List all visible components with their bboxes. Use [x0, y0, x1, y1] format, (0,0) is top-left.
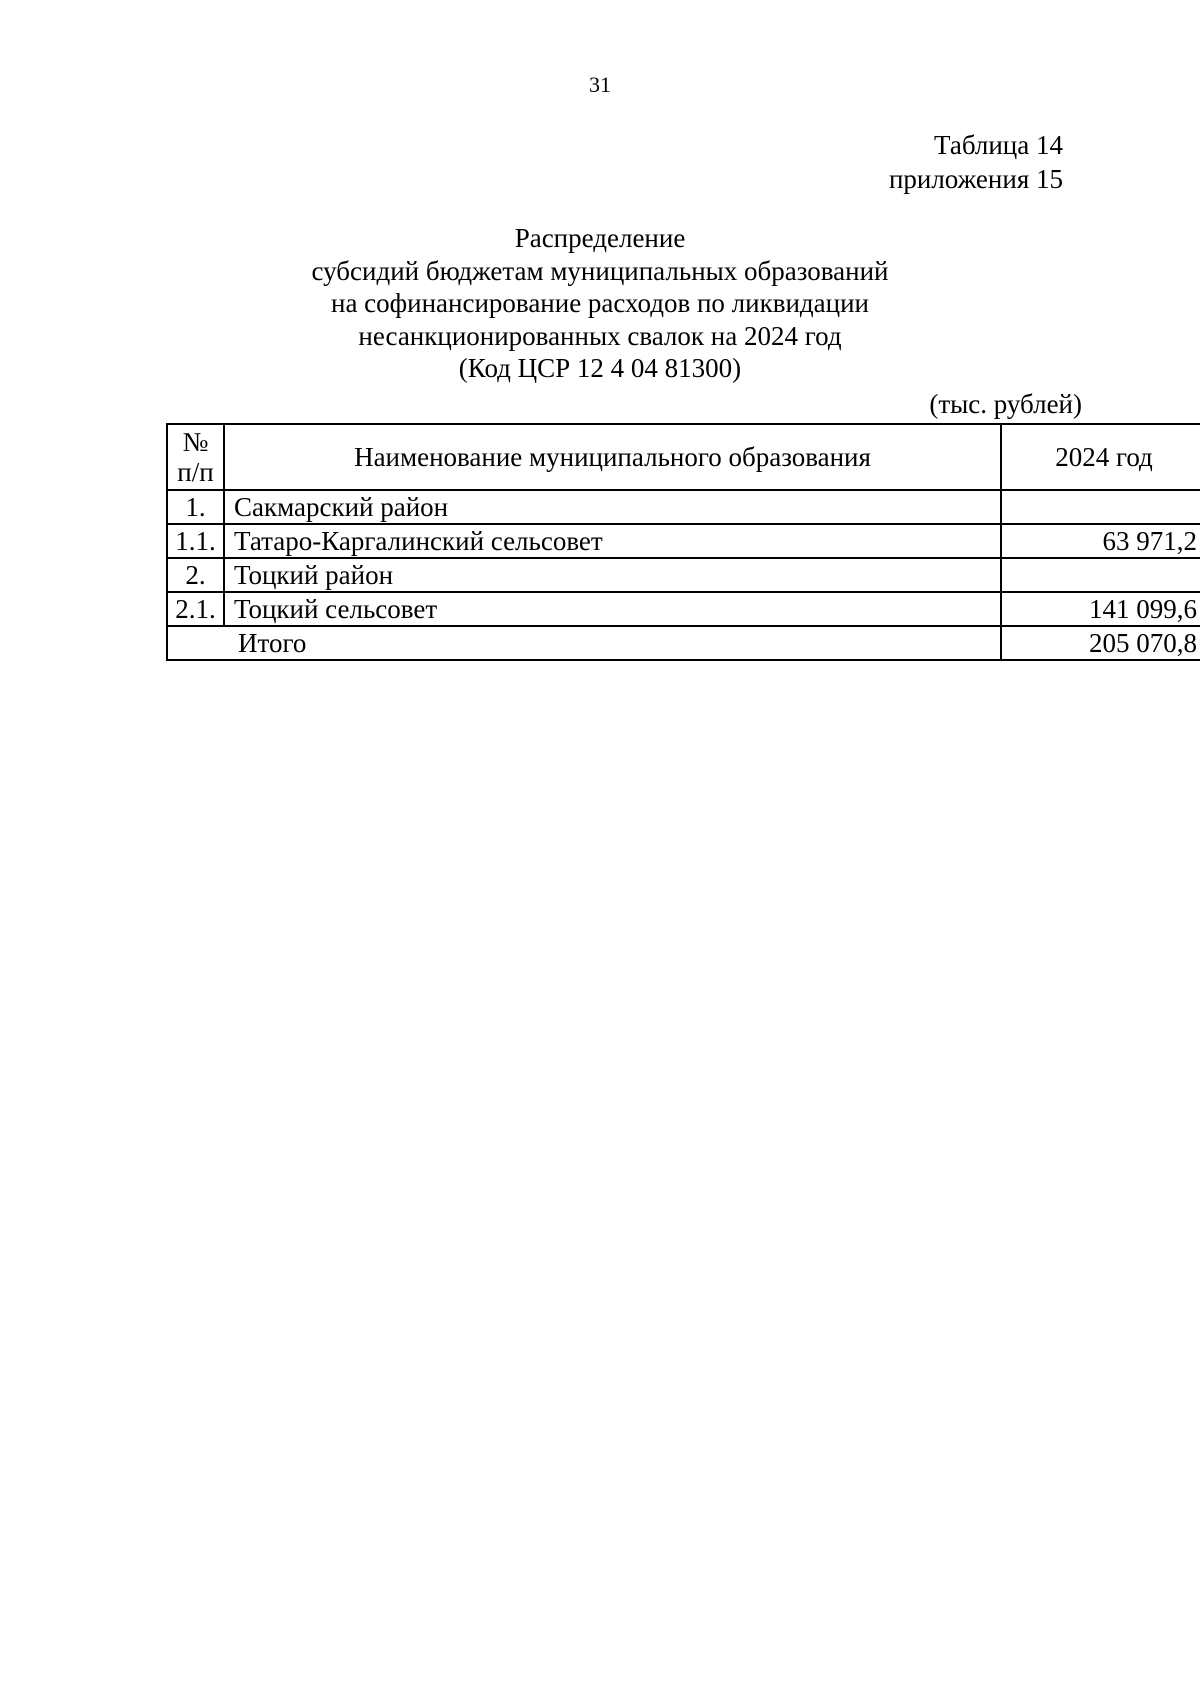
annex-appendix-label: приложения 15: [888, 164, 1063, 194]
total-label: Итого: [167, 626, 1001, 660]
table-row: [167, 592, 1200, 626]
row-number: 2.1.: [167, 592, 224, 626]
heading-line-3: на софинансирование расходов по ликвидации: [331, 288, 869, 318]
annex-table-label: Таблица 14: [934, 130, 1063, 160]
row-value: [1001, 490, 1200, 524]
row-name: Татаро-Каргалинский сельсовет: [224, 524, 1001, 558]
row-number: 1.: [167, 490, 224, 524]
table-total-row: [167, 626, 1200, 660]
header-year: 2024 год: [1001, 424, 1200, 490]
row-value: 63 971,2: [1001, 524, 1200, 558]
row-name: Сакмарский район: [224, 490, 1001, 524]
header-number-abbr: п/п: [177, 457, 214, 487]
row-value: [1001, 558, 1200, 592]
annex-reference: [889, 128, 1063, 196]
table-row: [167, 490, 1200, 524]
document-heading: [0, 222, 1200, 385]
subsidy-table: [166, 423, 1200, 661]
total-value: 205 070,8: [1001, 626, 1200, 660]
table-row: [167, 524, 1200, 558]
header-number: [167, 424, 224, 490]
page-number: 31: [589, 72, 611, 97]
row-number: 2.: [167, 558, 224, 592]
table-header-row: [167, 424, 1200, 490]
header-name: Наименование муниципального образования: [224, 424, 1001, 490]
heading-line-1: Распределение: [514, 223, 686, 253]
heading-line-2: субсидий бюджетам муниципальных образований: [311, 255, 889, 286]
row-name: Тоцкий район: [224, 558, 1001, 592]
row-number: 1.1.: [167, 524, 224, 558]
units-label: (тыс. рублей): [929, 389, 1082, 419]
heading-line-5: (Код ЦСР 12 4 04 81300): [458, 353, 742, 383]
table-row: [167, 558, 1200, 592]
row-value: 141 099,6: [1001, 592, 1200, 626]
heading-line-4: несанкционированных свалок на 2024 год: [358, 320, 842, 351]
row-name: Тоцкий сельсовет: [224, 592, 1001, 626]
header-number-symbol: №: [182, 427, 209, 457]
